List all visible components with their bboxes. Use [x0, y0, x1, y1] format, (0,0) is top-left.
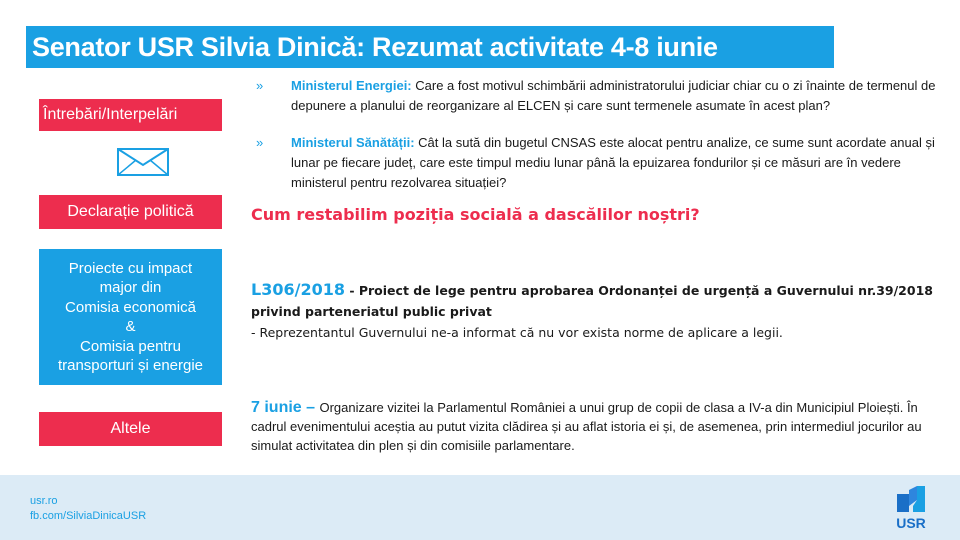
altele-button[interactable] [39, 412, 222, 446]
footer-links [30, 494, 146, 524]
chevron-bullet-icon: » [256, 135, 264, 150]
ministry-label: Ministerul Sănătății: [291, 135, 415, 150]
question-text [291, 133, 936, 193]
law-note: - Reprezentantul Guvernului ne-a informat că nu vor exista norme de aplicare a legii. [251, 325, 783, 340]
chevron-bullet-icon: » [256, 78, 264, 93]
law-number: L306/2018 [251, 280, 345, 299]
law-title: - Proiect de lege pentru aprobarea Ordonanței de urgență a Guvernului nr.39/2018 privind parteneriatul public privat [251, 283, 933, 319]
law-block [251, 279, 941, 343]
usr-logo-text: USR [896, 515, 926, 531]
website-link[interactable]: usr.ro [30, 495, 58, 507]
question-item-energie [256, 76, 936, 116]
question-body: Cât la sută din bugetul CNSAS este alocat pentru analize, ce sume sunt acordate anual și lunar pe fiecare județ, care este timpul mediu lunar până la epuizarea fondurilor și ce măsuri are în vedere ministerul pentru rezolvarea situației? [291, 135, 935, 190]
page-title: Senator USR Silvia Dinică: Rezumat activitate 4-8 iunie [26, 26, 834, 68]
event-block [251, 398, 941, 455]
usr-logo-icon [891, 484, 931, 516]
ministry-label: Ministerul Energiei: [291, 78, 412, 93]
declaratie-label: Declarație politică [67, 203, 194, 220]
event-date: 7 iunie – [251, 399, 320, 416]
event-text: Organizare vizitei la Parlamentul României a unui grup de copii de clasa a IV-a din Municipiul Ploiești. În cadrul evenimentului aceștia au putut vizita clădirea și au aflat istoria ei și, de asemenea, prin intermediul jocurilor au simulat activitatea din plen și din comisiile parlamentare. [251, 400, 922, 453]
declaratie-heading: Cum restabilim poziția socială a dascălilor noștri? [251, 205, 700, 224]
proiecte-label: Proiecte cu impact major din Comisia economică & Comisia pentru transporturi și energie [57, 259, 204, 374]
envelope-icon [117, 148, 169, 176]
usr-logo [891, 484, 931, 534]
question-text [291, 76, 936, 116]
proiecte-impact-button[interactable] [39, 249, 222, 385]
question-body: Care a fost motivul schimbării administratorului judiciar chiar cu o zi înainte de termenul de depunere a planului de reorganizare al ELCEN și care sunt termenele asumate în acest plan? [291, 78, 936, 113]
facebook-link[interactable]: fb.com/SilviaDinicaUSR [30, 510, 147, 522]
declaratie-politica-button[interactable] [39, 195, 222, 229]
question-item-sanatate [256, 133, 936, 193]
intrebari-label: Întrebări/Interpelări [43, 106, 178, 123]
intrebari-interpelari-button[interactable] [39, 99, 222, 131]
altele-label: Altele [110, 420, 151, 437]
